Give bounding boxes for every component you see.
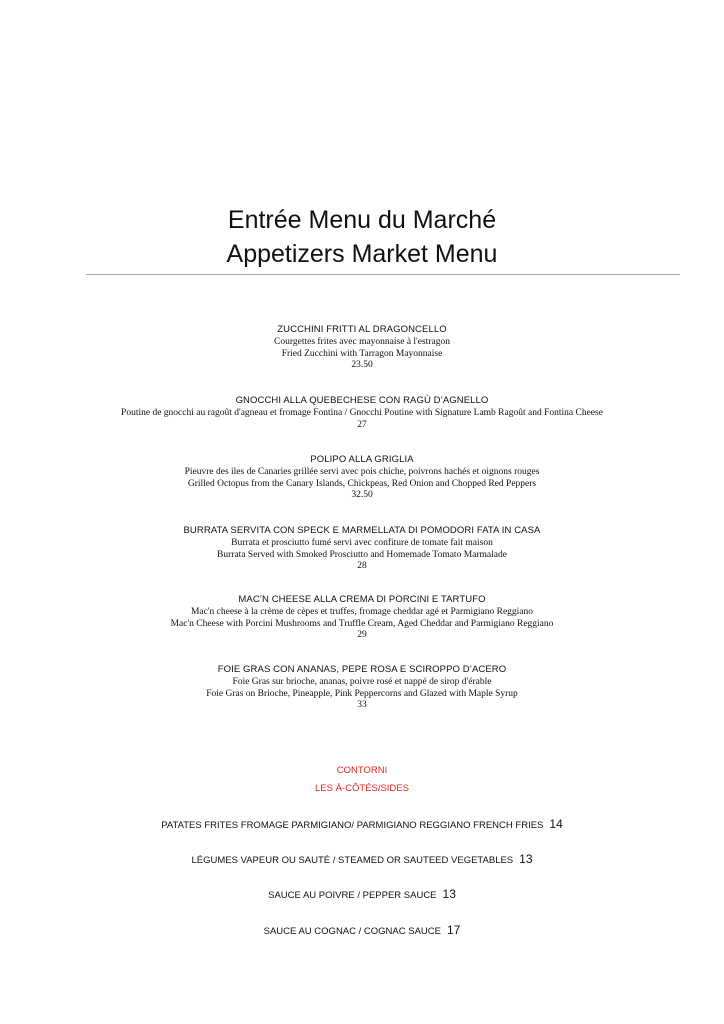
side-item-price: 13 — [519, 852, 533, 866]
menu-item-description-fr: Courgettes frites avec mayonnaise à l'estragon — [274, 337, 450, 347]
menu-item-description-en: Fried Zucchini with Tarragon Mayonnaise — [281, 348, 443, 359]
menu-item-description-en: Foie Gras on Brioche, Pineapple, Pink Peppercorns and Glazed with Maple Syrup — [206, 688, 518, 699]
menu-item-description-en: Grilled Octopus from the Canary Islands, Chickpeas, Red Onion and Chopped Red Peppers — [187, 478, 537, 489]
menu-item-name: BURRATA SERVITA CON SPECK E MARMELLATA DI POMODORI FATA IN CASA — [183, 525, 541, 536]
side-item-price: 14 — [549, 817, 563, 831]
title-english: Appetizers Market Menu — [226, 240, 498, 268]
menu-item-price: 27 — [357, 419, 367, 430]
menu-item-price: 28 — [357, 561, 367, 571]
menu-item-name: ZUCCHINI FRITTI AL DRAGONCELLO — [277, 324, 447, 335]
side-item-name: PATATES FRITES FROMAGE PARMIGIANO/ PARMIGIANO REGGIANO FRENCH FRIES — [161, 820, 544, 831]
menu-item-name: FOIE GRAS CON ANANAS, PEPE ROSA E SCIROPPO D’ACERO — [217, 664, 507, 675]
menu-item-description-fr: Burrata et prosciutto fumé servi avec confiture de tomate fait maison — [231, 538, 493, 548]
side-item — [0, 815, 724, 833]
title-divider — [86, 274, 680, 275]
side-item-name: SAUCE AU COGNAC / COGNAC SAUCE — [263, 926, 441, 937]
menu-item-description-fr: Foie Gras sur brioche, ananas, poivre rosé et nappé de sirop d'érable — [232, 677, 492, 687]
menu-item — [0, 453, 724, 502]
side-item — [0, 850, 724, 868]
menu-item — [0, 663, 724, 712]
menu-item-description-en: Mac'n Cheese with Porcini Mushrooms and Truffle Cream, Aged Cheddar and Parmigiano Reggiano — [170, 618, 554, 629]
sides-header-italian: CONTORNI — [336, 765, 388, 776]
sides-header — [0, 762, 724, 798]
side-item-name: SAUCE AU POIVRE / PEPPER SAUCE — [268, 890, 437, 901]
menu-item — [0, 524, 724, 573]
menu-item-description-fr: Pieuvre des iles de Canaries grillée servi avec pois chiche, poivrons hachés et oignons rouges — [184, 467, 540, 477]
side-item — [0, 885, 724, 903]
menu-item-description-fr: Mac'n cheese à la crème de cèpes et truffes, fromage cheddar agé et Parmigiano Reggiano — [190, 607, 534, 617]
side-item-name: LÉGUMES VAPEUR OU SAUTÉ / STEAMED OR SAUTEED VEGETABLES — [191, 855, 514, 866]
page-title — [0, 203, 724, 271]
menu-item-description: Poutine de gnocchi au ragoût d'agneau et fromage Fontina / Gnocchi Poutine with Signature Lamb Ragoût and Fontina Cheese — [121, 408, 603, 418]
menu-item-name: POLIPO ALLA GRIGLIA — [310, 454, 414, 465]
side-item — [0, 921, 724, 939]
menu-item-description-en: Burrata Served with Smoked Prosciutto and Homemade Tomato Marmalade — [217, 549, 507, 560]
menu-item — [0, 323, 724, 372]
menu-item-name: MAC’N CHEESE ALLA CREMA DI PORCINI E TARTUFO — [238, 594, 486, 605]
side-item-price: 13 — [442, 887, 456, 901]
menu-item-price: 29 — [357, 630, 367, 640]
menu-item-price: 33 — [357, 700, 367, 710]
menu-item — [0, 593, 724, 642]
title-french: Entrée Menu du Marché — [227, 206, 497, 234]
side-item-price: 17 — [447, 923, 461, 937]
sides-header-french-english: LES À-CÔTÉS/SIDES — [315, 783, 409, 794]
menu-item-price: 23.50 — [351, 360, 373, 370]
menu-item-name: GNOCCHI ALLA QUEBECHESE CON RAGÙ D’AGNELLO — [235, 395, 489, 406]
menu-item-price: 32.50 — [351, 490, 373, 500]
menu-item — [0, 394, 724, 431]
